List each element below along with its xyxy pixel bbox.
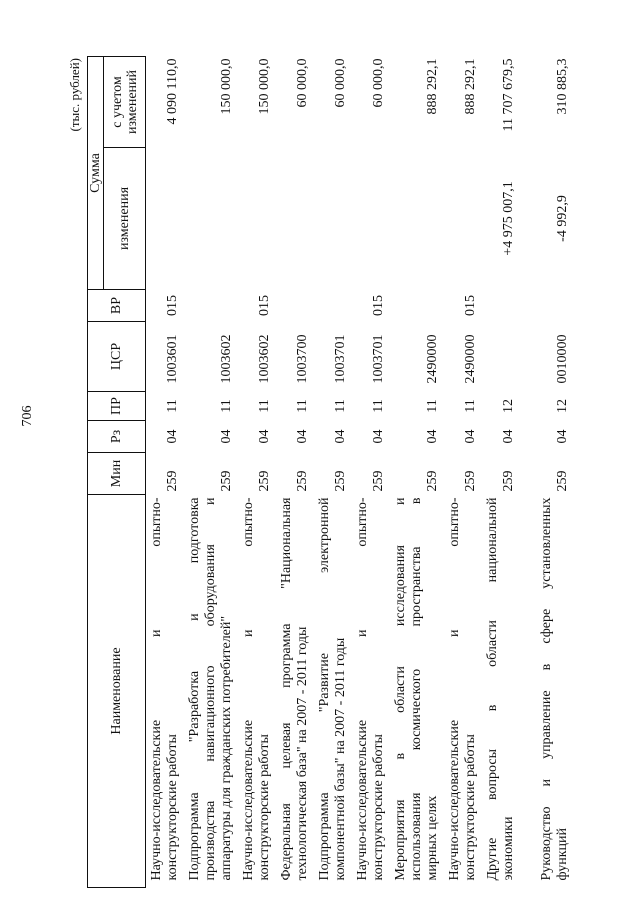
table-row	[387, 57, 441, 888]
cell-vr	[517, 290, 571, 322]
table-row	[517, 57, 571, 888]
header-vr: ВР	[88, 290, 146, 322]
cell-csr	[479, 322, 517, 392]
cell-rz: 04	[257, 429, 272, 444]
cell-changes: +4 975 007,1	[501, 181, 516, 256]
cell-csr: 1003701	[333, 334, 348, 384]
cell-vr	[479, 290, 517, 322]
cell-pr: 11	[463, 399, 478, 413]
cell-min: 259	[219, 470, 234, 492]
table-body	[146, 57, 572, 888]
cell-rz: 04	[333, 429, 348, 444]
table-row	[441, 57, 479, 888]
cell-vr: 015	[165, 295, 180, 316]
name-line: производства навигационного оборудования и	[203, 497, 218, 881]
cell-pr: 11	[371, 399, 386, 413]
cell-pr: 11	[257, 399, 272, 413]
cell-total: 310 885,3	[555, 58, 570, 115]
name-line: Подпрограмма "Развитие электронной	[317, 497, 332, 881]
cell-rz: 04	[463, 429, 478, 444]
name-line: Руководство и управление в сфере установленных	[539, 497, 554, 881]
cell-name	[441, 495, 479, 888]
cell-csr: 1003701	[371, 334, 386, 384]
cell-rz: 04	[219, 429, 234, 444]
name-line: конструкторские работы	[165, 734, 180, 881]
cell-pr: 11	[333, 399, 348, 413]
cell-name	[146, 495, 182, 888]
cell-name	[181, 495, 235, 888]
table-row	[235, 57, 273, 888]
header-min: Мин	[88, 453, 146, 495]
cell-csr: 1003602	[257, 334, 272, 384]
cell-total: 60 000,0	[295, 58, 310, 108]
cell-name	[235, 495, 273, 888]
cell-vr	[387, 290, 441, 322]
cell-min: 259	[295, 470, 310, 492]
header-csr: ЦСР	[88, 322, 146, 392]
cell-min: 259	[257, 470, 272, 492]
name-line: Научно-исследовательские и опытно-	[241, 497, 256, 881]
cell-total: 4 090 110,0	[165, 58, 180, 125]
header-changes: изменения	[104, 148, 146, 290]
cell-name	[479, 495, 517, 888]
cell-min: 259	[371, 470, 386, 492]
cell-total: 60 000,0	[371, 58, 386, 108]
name-line: конструкторские работы	[371, 734, 386, 881]
cell-vr: 015	[257, 295, 272, 316]
cell-rz: 04	[165, 429, 180, 444]
cell-total: 888 292,1	[425, 58, 440, 115]
name-line: компонентной базы" на 2007 - 2011 годы	[333, 637, 348, 881]
header-total: с учетом изменений	[104, 57, 146, 148]
table-row	[273, 57, 311, 888]
cell-csr: 0010000	[555, 334, 570, 384]
cell-csr: 2490000	[425, 334, 440, 384]
name-line: Мероприятия в области исследования и	[393, 497, 408, 881]
cell-csr: 1003601	[165, 334, 180, 384]
cell-rz: 04	[425, 429, 440, 444]
cell-pr: 12	[501, 399, 516, 413]
cell-rz: 04	[501, 429, 516, 444]
name-line: конструкторские работы	[257, 734, 272, 881]
cell-changes: -4 992,9	[555, 195, 570, 242]
name-line: Подпрограмма "Разработка и подготовка	[187, 497, 202, 881]
header-name: Наименование	[88, 495, 146, 888]
header-pr: ПР	[88, 392, 146, 421]
cell-name	[349, 495, 387, 888]
name-line: Научно-исследовательские и опытно-	[149, 497, 164, 881]
header-row-top	[88, 57, 104, 888]
name-line: Научно-исследовательские и опытно-	[355, 497, 370, 881]
cell-pr: 12	[555, 399, 570, 413]
name-line: технологическая база" на 2007 - 2011 годы	[295, 626, 310, 881]
cell-changes	[273, 148, 311, 290]
cell-name	[273, 495, 311, 888]
header-rz: Рз	[88, 421, 146, 453]
cell-total: 11 707 679,5	[501, 58, 516, 132]
table-header	[88, 57, 146, 888]
cell-changes	[311, 148, 349, 290]
cell-min: 259	[165, 470, 180, 492]
budget-table	[87, 56, 571, 888]
name-line: Федеральная целевая программа "Национальная	[279, 497, 294, 881]
cell-total: 150 000,0	[257, 58, 272, 115]
cell-min: 259	[333, 470, 348, 492]
cell-name	[517, 495, 571, 888]
cell-pr: 11	[165, 399, 180, 413]
units-label: (тыс. рублей)	[67, 58, 82, 132]
cell-total: 60 000,0	[333, 58, 348, 108]
cell-min: 259	[555, 470, 570, 492]
name-line: конструкторские работы	[463, 734, 478, 881]
name-line: использования космического пространства в	[409, 497, 424, 881]
cell-changes	[235, 148, 273, 290]
table-row	[311, 57, 349, 888]
cell-total: 150 000,0	[219, 58, 234, 115]
cell-csr: 1003602	[219, 334, 234, 384]
cell-min: 259	[501, 470, 516, 492]
cell-vr: 015	[371, 295, 386, 316]
cell-vr	[311, 290, 349, 322]
cell-pr: 11	[219, 399, 234, 413]
table-row	[479, 57, 517, 888]
cell-csr: 2490000	[463, 334, 478, 384]
cell-name	[387, 495, 441, 888]
cell-min: 259	[463, 470, 478, 492]
cell-rz: 04	[295, 429, 310, 444]
cell-min: 259	[425, 470, 440, 492]
cell-rz: 04	[555, 429, 570, 444]
cell-changes	[146, 148, 182, 290]
table-row	[349, 57, 387, 888]
name-line: функций	[555, 828, 570, 881]
page-number: 706	[20, 405, 35, 427]
cell-vr: 015	[463, 295, 478, 316]
cell-pr: 11	[425, 399, 440, 413]
cell-vr	[181, 290, 235, 322]
cell-changes	[349, 148, 387, 290]
name-line: аппаратуры для гражданских потребителей"	[219, 615, 234, 881]
cell-csr: 1003700	[295, 334, 310, 384]
cell-changes	[387, 148, 441, 290]
name-line: Другие вопросы в области национальной	[485, 497, 500, 881]
table-row	[181, 57, 235, 888]
table-row	[146, 57, 182, 888]
header-sum: Сумма	[88, 57, 104, 290]
name-line: мирных целях	[425, 795, 440, 881]
cell-pr: 11	[295, 399, 310, 413]
cell-rz: 04	[371, 429, 386, 444]
cell-total: 888 292,1	[463, 58, 478, 115]
cell-changes	[181, 148, 235, 290]
name-line: экономики	[501, 816, 516, 881]
cell-vr	[273, 290, 311, 322]
cell-changes	[441, 148, 479, 290]
name-line: Научно-исследовательские и опытно-	[447, 497, 462, 881]
cell-name	[311, 495, 349, 888]
